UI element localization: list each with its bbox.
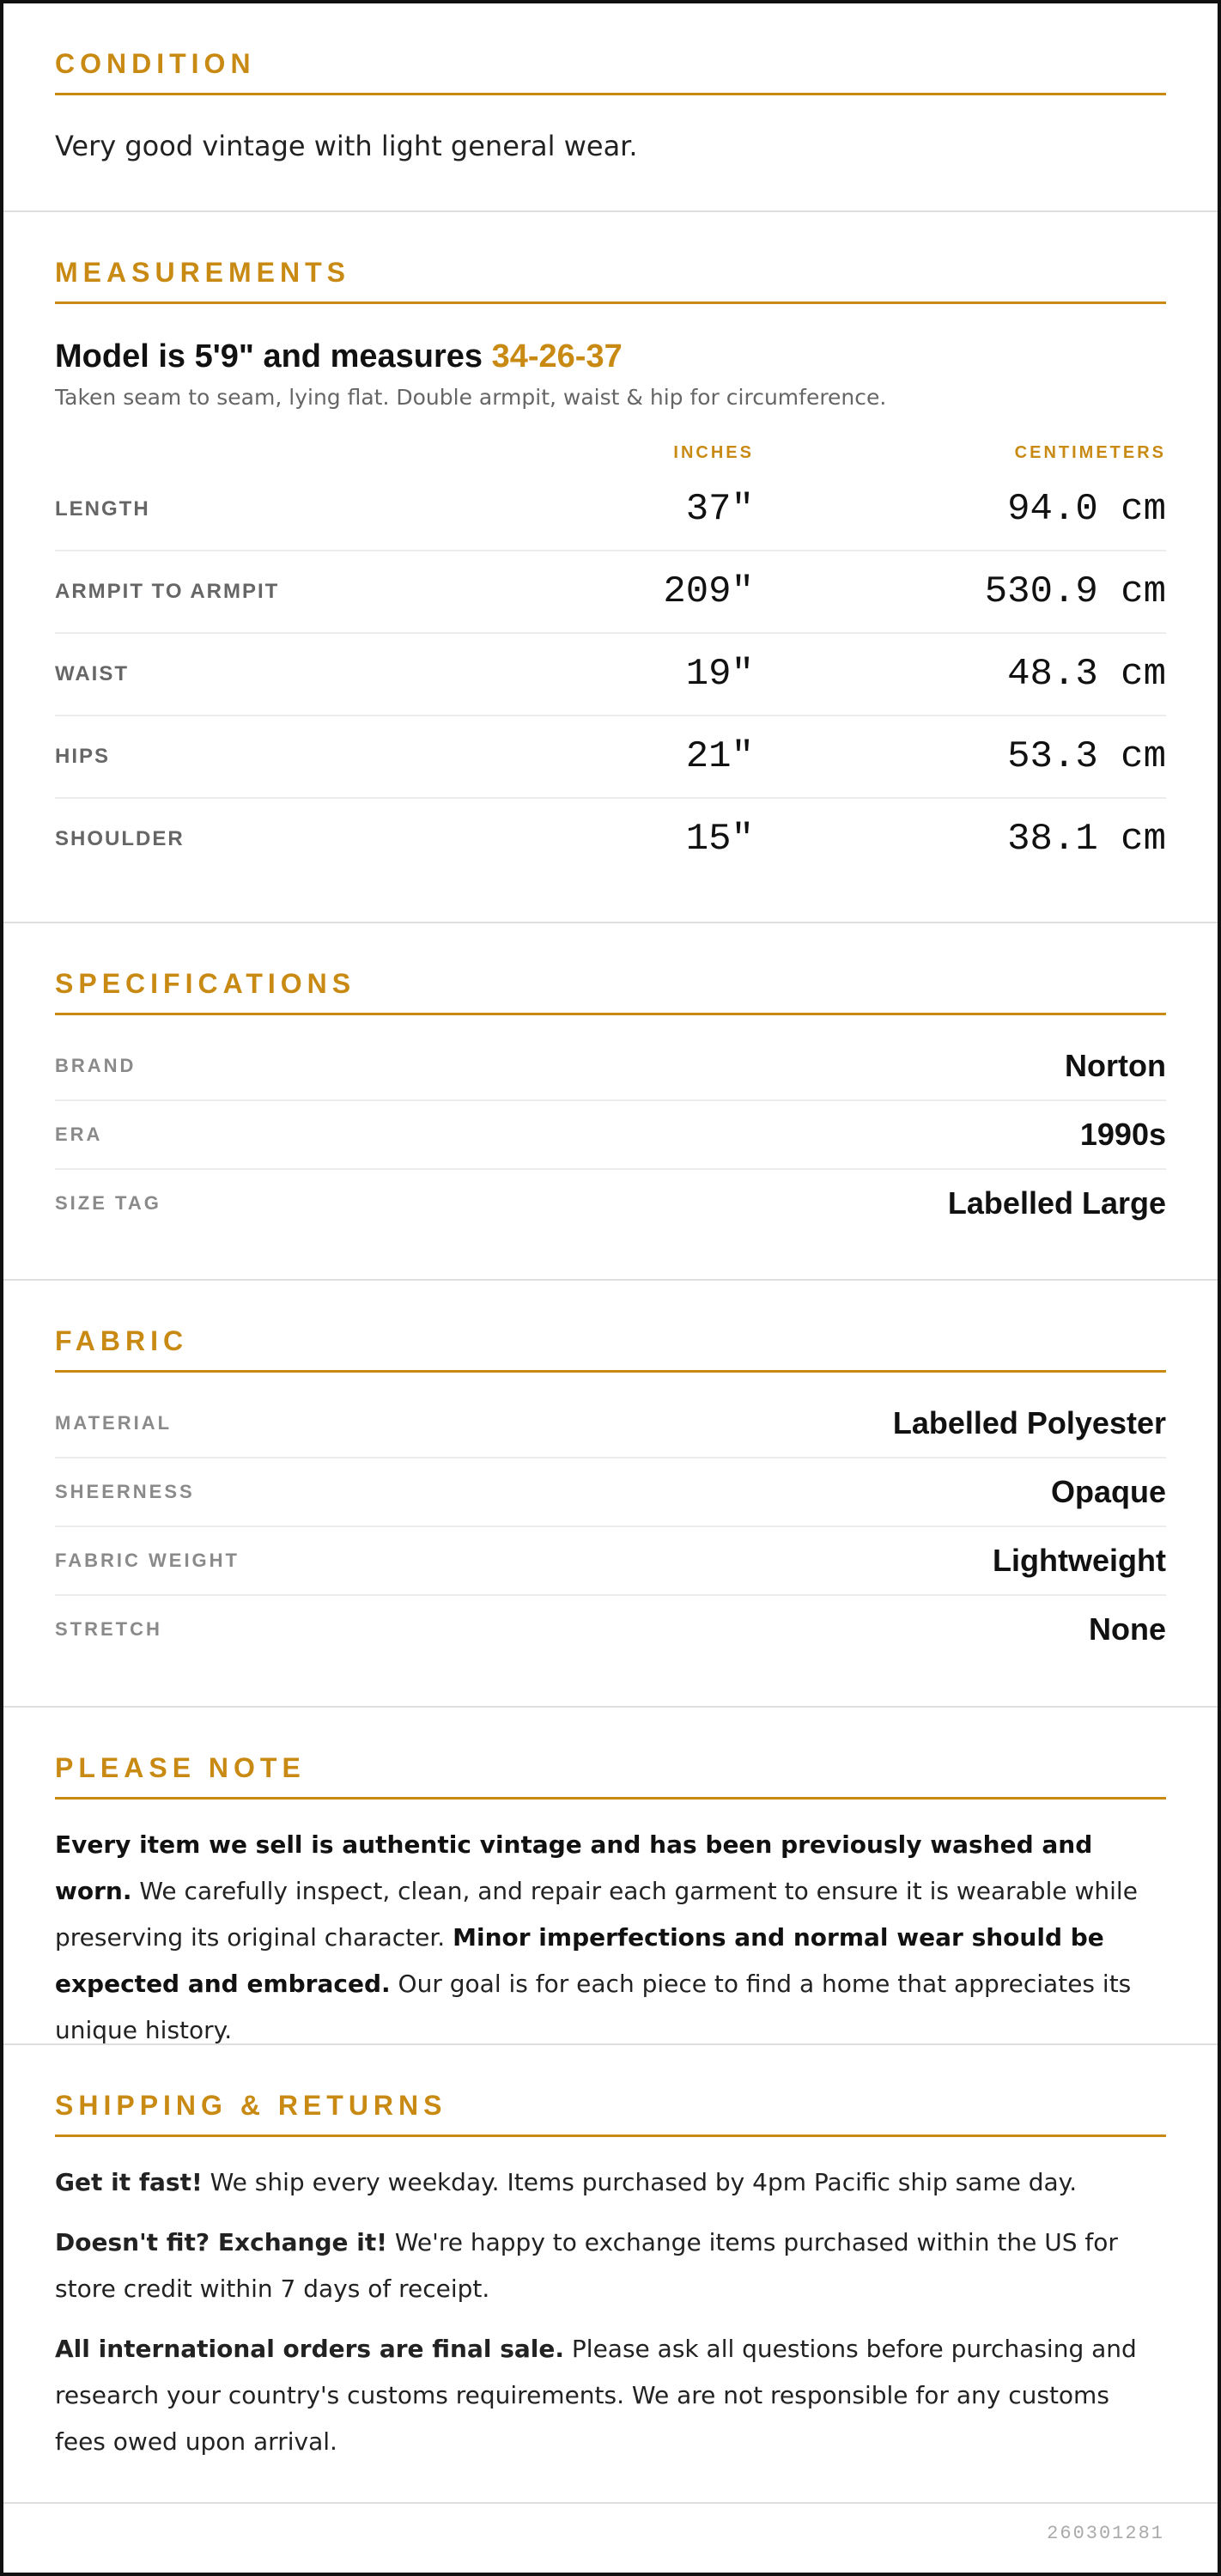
measurement-column-headers [55,428,1166,469]
note-emphasis: Every item we sell is authentic vintage and has been previously washed and worn. [55,1830,1093,1905]
measurement-note: Taken seam to seam, lying flat. Double armpit, waist & hip for circumference. [55,385,887,410]
measurement-inches: 37" [685,488,754,531]
note-emphasis: Minor imperfections and normal wear should be expected and embraced. [55,1923,1104,1998]
fabric-section [3,1281,1218,1708]
measurement-label: LENGTH [55,497,150,521]
fabric-value: None [1089,1611,1166,1647]
measurement-label: SHOULDER [55,827,185,850]
please-note-title: PLEASE NOTE [55,1752,306,1783]
fabric-row-material [55,1390,1166,1459]
condition-rule [55,93,1166,95]
model-info-text: Model is 5'9" and measures [55,338,492,375]
item-code: 260301281 [1047,2523,1164,2544]
condition-title: CONDITION [55,48,256,79]
measurement-cm: 530.9 cm [984,570,1166,613]
fabric-title: FABRIC [55,1325,189,1356]
spec-value: Norton [1065,1048,1166,1083]
spec-label: BRAND [55,1055,137,1076]
measurement-row-length [55,469,1166,551]
fabric-label: SHEERNESS [55,1481,195,1502]
model-dimensions: 34-26-37 [491,338,623,375]
specifications-section [3,923,1218,1281]
specifications-title: SPECIFICATIONS [55,968,356,999]
exchange-emphasis: Doesn't fit? Exchange it! [55,2228,387,2256]
fabric-value: Labelled Polyester [892,1405,1166,1440]
shipping-paragraph [55,2159,1166,2206]
shipping-section [3,2045,1218,2504]
measurement-row-waist [55,634,1166,716]
measurement-row-hips [55,716,1166,799]
spec-row-brand [55,1032,1166,1101]
centimeters-header: CENTIMETERS [1014,443,1166,462]
shipping-title: SHIPPING & RETURNS [55,2090,447,2121]
measurement-label: WAIST [55,662,129,685]
please-note-rule [55,1797,1166,1800]
measurement-row-shoulder [55,799,1166,880]
international-emphasis: All international orders are final sale. [55,2335,565,2363]
fabric-label: MATERIAL [55,1412,173,1434]
international-paragraph [55,2326,1166,2465]
fabric-row-weight [55,1527,1166,1596]
measurements-section [3,212,1218,923]
fabric-rule [55,1370,1166,1373]
spec-row-era [55,1101,1166,1170]
measurement-inches: 15" [685,818,754,861]
measurement-table [55,469,1166,880]
measurement-row-armpit [55,551,1166,634]
measurement-inches: 19" [685,653,754,696]
measurement-cm: 53.3 cm [1007,735,1166,778]
measurement-inches: 209" [663,570,754,613]
note-text: We carefully inspect, clean, and repair each garment to ensure it is wearable while preserving its original character. [55,1877,1138,1952]
measurement-cm: 38.1 cm [1007,818,1166,861]
fabric-value: Opaque [1050,1474,1166,1509]
condition-text: Very good vintage with light general wear. [55,130,638,162]
spec-value: Labelled Large [947,1185,1166,1221]
spec-row-size-tag [55,1170,1166,1237]
spec-label: ERA [55,1124,103,1145]
shipping-emphasis: Get it fast! [55,2168,203,2196]
fabric-row-sheerness [55,1459,1166,1527]
note-text: Our goal is for each piece to find a home that appreciates its unique history. [55,1970,1132,2044]
fabric-list [55,1390,1166,1663]
measurement-inches: 21" [685,735,754,778]
condition-section [3,3,1218,212]
fabric-value: Lightweight [993,1543,1166,1578]
international-detail: Please ask all questions before purchasing and research your country's customs requirements. We are not responsible for any customs fees owed upon arrival. [55,2335,1137,2456]
fabric-label: FABRIC WEIGHT [55,1550,240,1571]
shipping-rule [55,2134,1166,2137]
please-note-section [3,1708,1218,2045]
measurement-label: HIPS [55,745,111,768]
footer [3,2504,1218,2574]
shipping-detail: We ship every weekday. Items purchased by 4pm Pacific ship same day. [202,2168,1078,2196]
model-info [55,337,1166,376]
exchange-paragraph [55,2220,1166,2312]
spec-value: 1990s [1079,1117,1166,1152]
measurement-cm: 94.0 cm [1007,488,1166,531]
please-note-text [55,1822,1166,2054]
shipping-text [55,2159,1166,2465]
spec-label: SIZE TAG [55,1192,161,1214]
fabric-row-stretch [55,1596,1166,1663]
specifications-list [55,1032,1166,1237]
measurements-rule [55,301,1166,304]
fabric-label: STRETCH [55,1618,162,1640]
measurement-label: ARMPIT TO ARMPIT [55,580,280,603]
exchange-detail: We're happy to exchange items purchased within the US for store credit within 7 days of receipt. [55,2228,1118,2303]
specifications-rule [55,1013,1166,1015]
measurement-cm: 48.3 cm [1007,653,1166,696]
inches-header: INCHES [673,443,754,462]
measurements-title: MEASUREMENTS [55,257,351,288]
